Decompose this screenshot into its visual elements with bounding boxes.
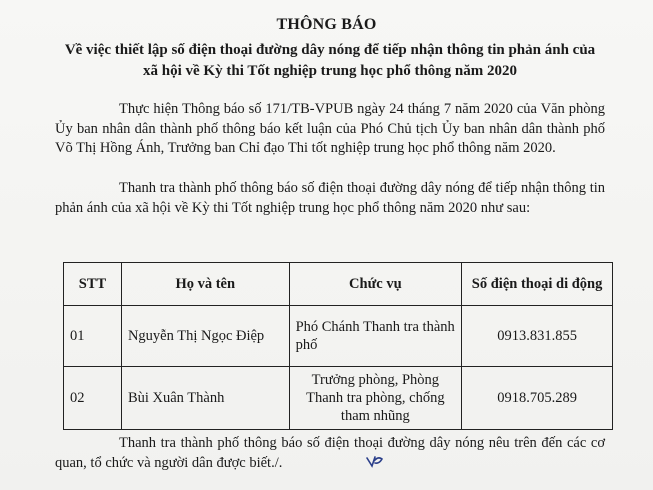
paragraph-intro: Thực hiện Thông báo số 171/TB-VPUB ngày 24 tháng 7 năm 2020 của Văn phòng Ủy ban nhân dân thành phố thông báo kết luận của Phó Chủ tịch Ủy ban nhân dân thành phố Võ Thị Hồng Ánh, Trưởng ban Chỉ đạo Thi tốt nghiệp trung học phổ thông năm 2020. <box>55 101 605 156</box>
cell-stt: 01 <box>64 306 122 367</box>
document-title: THÔNG BÁO <box>276 16 377 33</box>
header-name: Họ và tên <box>121 263 289 306</box>
document-subtitle: Về việc thiết lập số điện thoại đường dây nóng để tiếp nhận thông tin phản ánh của xã hội về Kỳ thi Tốt nghiệp trung học phổ thông năm 2020 <box>64 42 596 79</box>
header-stt: STT <box>64 263 122 306</box>
table-header-row <box>64 263 613 306</box>
table-row <box>64 367 613 430</box>
cell-name: Bùi Xuân Thành <box>121 367 289 430</box>
initials-mark-icon <box>366 454 384 468</box>
cell-role: Phó Chánh Thanh tra thành phố <box>289 306 462 367</box>
cell-role: Trưởng phòng, Phòng Thanh tra phòng, chống tham nhũng <box>289 367 462 430</box>
paragraph-closing: Thanh tra thành phố thông báo số điện thoại đường dây nóng nêu trên đến các cơ quan, tổ chức và người dân được biết./. <box>55 435 605 471</box>
cell-phone: 0913.831.855 <box>462 306 613 367</box>
paragraph-announcement: Thanh tra thành phố thông báo số điện thoại đường dây nóng để tiếp nhận thông tin phản ánh của xã hội về Kỳ thi Tốt nghiệp trung học phổ thông năm 2020 như sau: <box>55 180 605 216</box>
cell-name: Nguyễn Thị Ngọc Điệp <box>121 306 289 367</box>
header-phone: Số điện thoại di động <box>462 263 613 306</box>
cell-stt: 02 <box>64 367 122 430</box>
header-role: Chức vụ <box>289 263 462 306</box>
hotline-table <box>63 262 613 430</box>
table-row <box>64 306 613 367</box>
cell-phone: 0918.705.289 <box>462 367 613 430</box>
